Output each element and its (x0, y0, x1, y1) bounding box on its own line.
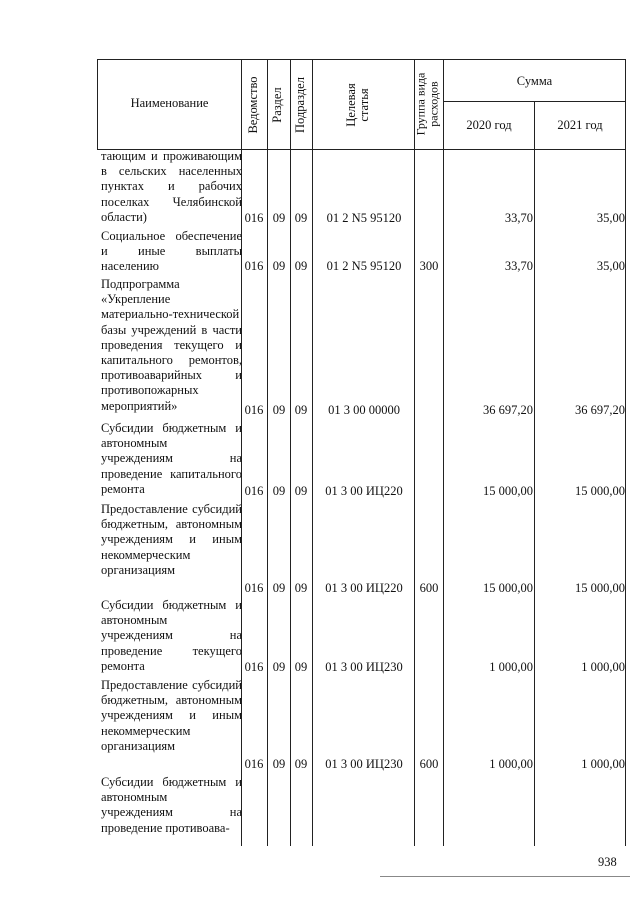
row-name: Предоставление субсидий бюджетным, автономным учреждениям и иным некоммерческим организациям (101, 678, 242, 753)
row-sum-2020: 15 000,00 (483, 484, 533, 498)
row-celevaya: 01 3 00 ИЦ230 (325, 660, 403, 674)
row-celevaya: 01 3 00 ИЦ220 (325, 581, 403, 595)
row-sum-2020: 33,70 (504, 211, 533, 225)
row-sum-2020: 1 000,00 (489, 757, 533, 771)
row-celevaya: 01 3 00 ИЦ230 (325, 757, 403, 771)
row-podrazdel: 09 (294, 259, 308, 273)
header-2021: 2021 год (557, 118, 603, 132)
footer-rule (380, 876, 630, 877)
row-podrazdel: 09 (294, 484, 308, 498)
header-2020: 2020 год (466, 118, 512, 132)
row-podrazdel: 09 (294, 403, 308, 417)
row-podrazdel: 09 (294, 581, 308, 595)
header-podrazdel: Подраздел (293, 77, 307, 133)
table-top-border (97, 59, 626, 60)
row-name: Субсидии бюджетным и автономным учреждениям на проведение текущего ремонта (101, 598, 242, 673)
row-name: Подпрограмма «Укрепление материально-технической базы учреждений в части проведения текущего и капитального ремонтов, противоаварийных и противопожарных мероприятий» (101, 277, 242, 413)
col-border-summa (443, 59, 444, 846)
row-sum-2020: 33,70 (504, 259, 533, 273)
col-border-razdel (267, 59, 268, 846)
header-celevaya: Целевая статья (344, 83, 371, 127)
row-razdel: 09 (272, 581, 286, 595)
row-razdel: 09 (272, 660, 286, 674)
col-border-podrazdel (290, 59, 291, 846)
row-gruppa: 600 (419, 757, 439, 771)
header-razdel: Раздел (270, 87, 284, 123)
row-razdel: 09 (272, 403, 286, 417)
row-sum-2020: 1 000,00 (489, 660, 533, 674)
row-name: тающим и проживающим в сельских населенных пунктах и рабочих поселках Челябинской области) (101, 149, 242, 224)
row-podrazdel: 09 (294, 660, 308, 674)
row-ved: 016 (244, 403, 264, 417)
row-celevaya: 01 2 N5 95120 (326, 259, 402, 273)
row-podrazdel: 09 (294, 211, 308, 225)
row-razdel: 09 (272, 484, 286, 498)
row-sum-2021: 15 000,00 (575, 581, 625, 595)
row-ved: 016 (244, 259, 264, 273)
row-name: Субсидии бюджетным и автономным учреждениям на проведение противоава- (101, 775, 242, 835)
header-summa: Сумма (516, 74, 553, 88)
row-razdel: 09 (272, 211, 286, 225)
row-ved: 016 (244, 581, 264, 595)
header-gruppa: Группа вида расходов (413, 72, 441, 136)
header-name: Наименование (130, 96, 209, 110)
row-name: Предоставление субсидий бюджетным, автономным учреждениям и иным некоммерческим организациям (101, 502, 242, 577)
col-border-celevaya (312, 59, 313, 846)
row-sum-2021: 36 697,20 (575, 403, 625, 417)
row-celevaya: 01 2 N5 95120 (326, 211, 402, 225)
row-sum-2021: 1 000,00 (581, 660, 625, 674)
row-sum-2021: 15 000,00 (575, 484, 625, 498)
row-gruppa: 600 (419, 581, 439, 595)
row-celevaya: 01 3 00 ИЦ220 (325, 484, 403, 498)
row-name: Субсидии бюджетным и автономным учреждениям на проведение капитального ремонта (101, 421, 242, 496)
header-ved: Ведомство (246, 76, 260, 134)
row-celevaya: 01 3 00 00000 (328, 403, 400, 417)
row-sum-2020: 36 697,20 (483, 403, 533, 417)
row-ved: 016 (244, 484, 264, 498)
row-ved: 016 (244, 757, 264, 771)
row-sum-2020: 15 000,00 (483, 581, 533, 595)
row-name: Социальное обеспечение и иные выплаты населению (101, 229, 242, 274)
row-sum-2021: 1 000,00 (581, 757, 625, 771)
table-right-border (625, 59, 626, 846)
row-sum-2021: 35,00 (596, 259, 625, 273)
row-ved: 016 (244, 211, 264, 225)
row-razdel: 09 (272, 259, 286, 273)
row-gruppa: 300 (419, 259, 439, 273)
row-sum-2021: 35,00 (596, 211, 625, 225)
row-podrazdel: 09 (294, 757, 308, 771)
col-border-gruppa (414, 59, 415, 846)
row-ved: 016 (244, 660, 264, 674)
page-number: 938 (598, 855, 617, 869)
row-razdel: 09 (272, 757, 286, 771)
